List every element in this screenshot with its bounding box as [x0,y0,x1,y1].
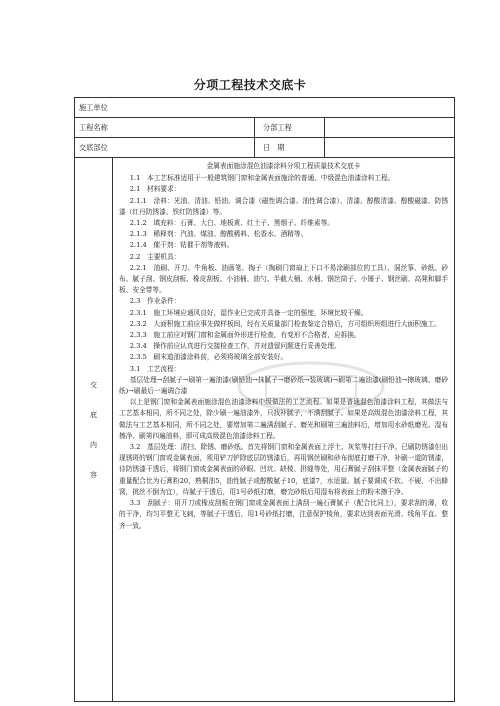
content-paragraph: 2.1.2 填充料：石膏、大白、地板黄、红土子、黑烟子、纤维素等。 [129,219,334,228]
handover-dept-label: 交底部位 [75,138,255,158]
row-handover-dept [75,138,455,158]
side-label-char: 底 [90,410,97,419]
content-paragraph: 3.2 基层处理：清扫、除锈、磨砂纸。首先将钢门窗和金属表面上浮土、灰浆等打扫干净。已刷防锈漆但出现锈斑的钢门窗或金属表面，须用铲刀铲除底层防锈漆后，再用钢丝刷和砂布彻底打磨干净，补刷一道防锈漆，待防锈漆干透后，将钢门窗或金属表面的砂眼、凹坑、缺棱、拼缝等处，用石膏腻子刮抹平整（金属表面腻子的重量配合比为石膏粉20，熟桐油5，油性腻子或醇酸腻子10，底漆7，水适量。腻子要调成不软、不硬、不出蜂窝，挑丝不倒为宜），待腻子干透后，用1号砂纸打磨，磨完砂纸后用湿布将表面上的粉末擦干净。 [119,443,449,496]
content-paragraph: 1.1 本工艺标准适用于一般建筑钢门窗和金属表面施涂的普通、中级混色油漆涂料工程。 [129,174,395,183]
unit-label: 施工单位 [75,98,455,118]
content-body [113,158,455,702]
project-name-label: 工程名称 [75,118,255,138]
side-label-char: 内 [90,440,97,449]
content-paragraph: 3.3 刮腻子：用开刀或橡皮刮板在钢门窗或金属表面上满刮一遍石膏腻子（配合比同上），要求刮的薄，收的干净，均匀平整无飞刺，等腻子干透后，用1号砂纸打磨，注意保护棱角，要求达到表面光滑、线角平直、整齐一致。 [119,499,449,530]
document-title: 分项工程技术交底卡 [193,78,307,92]
date-value[interactable] [325,138,455,158]
row-project-name [75,118,455,138]
form-table [74,97,455,702]
content-paragraph: 2.3.4 操作前应认真进行交接检查工作，并对遗留问题进行妥善处理。 [129,342,341,351]
handover-form [74,97,454,702]
content-paragraph: 基层处理→刮腻子→刷第一遍油漆(刷铅油→抹腻子→磨砂纸→装玻璃)→刷第二遍油漆(刷铅油→擦玻璃、磨砂纸)→刷最后一遍调合漆 [119,375,449,396]
sub-project-value[interactable] [325,118,455,138]
sub-project-label: 分部工程 [255,118,325,138]
date-label: 日 期 [255,138,325,158]
content-paragraph: 2.2 主要机具： [129,252,181,261]
content-title: 金属表面施涂混色油漆涂料分项工程质量技术交底卡 [206,162,361,170]
row-unit [75,98,455,118]
content-paragraph: 2.3.2 大面积施工前应事先做样板间，经有关质量部门检查鉴定合格后，方可组织班组进行大面积施工。 [129,319,441,328]
content-paragraph: 2.3 作业条件： [129,297,181,306]
side-label [75,158,113,702]
content-paragraph: 2.2.1 油刷、开刀、牛角板、油画笔、掏子（掏刷门窗扇上下口不易涂刷部位的工具）、洞丝筝、砂纸、砂布、腻子刮、钢皮刮板、橡皮刮板、小油桶、油勺、半截大桶、水桶、钢丝筒子、小锤子、钢丝刷、高凳和脚手板、安全带等。 [119,263,449,295]
row-content [75,158,455,702]
content-paragraph: 3.1 工艺流程： [129,364,181,373]
side-label-char: 容 [90,470,97,479]
content-paragraph: 2.1 材料要求： [129,185,181,194]
content-paragraph: 2.3.5 刷末道油漆涂料前，必须将玻璃全部安装好。 [129,353,288,362]
content-paragraph: 以上是钢门窗和金属表面施涂混色油漆涂料中级做法的工艺流程。如果是普通混色油漆涂料工程，其做法与工艺基本相同，所不同之处，除少刷一遍油漆外，只找补腻子，不满刮腻子。如果是高级混色油漆涂料工程，其做法与工艺基本相同，所不同之处，要增加第二遍满刮腻子、磨光和刷第三遍油料后，增加用水砂纸磨光、湿布擦净、刷第四遍油料，即可成高级混色油漆涂料工程。 [119,398,449,440]
content-paragraph: 2.1.4 催干剂：钴催干剂等液料。 [129,241,234,250]
content-paragraph: 2.1.3 稀释剂：汽油、煤油、醇酸稀料、松香水、酒精等。 [129,230,308,239]
content-paragraph: 2.3.1 施工环境应通风良好，湿作业已完成并具备一定的强度，环境比较干燥。 [129,308,368,317]
side-label-char: 交 [90,380,97,389]
content-paragraph: 2.1.1 涂料：光油、清油、铅油、调合漆（磁性调合漆、油性调合漆）、清漆、醇酸清漆、醇酸磁漆、防锈漆（红丹防锈漆、铁红防锈漆）等。 [119,196,449,216]
content-paragraph: 2.3.3 施工前应对钢门窗和金属面外形进行检查，有变形不合格者，应拆换。 [129,331,361,340]
